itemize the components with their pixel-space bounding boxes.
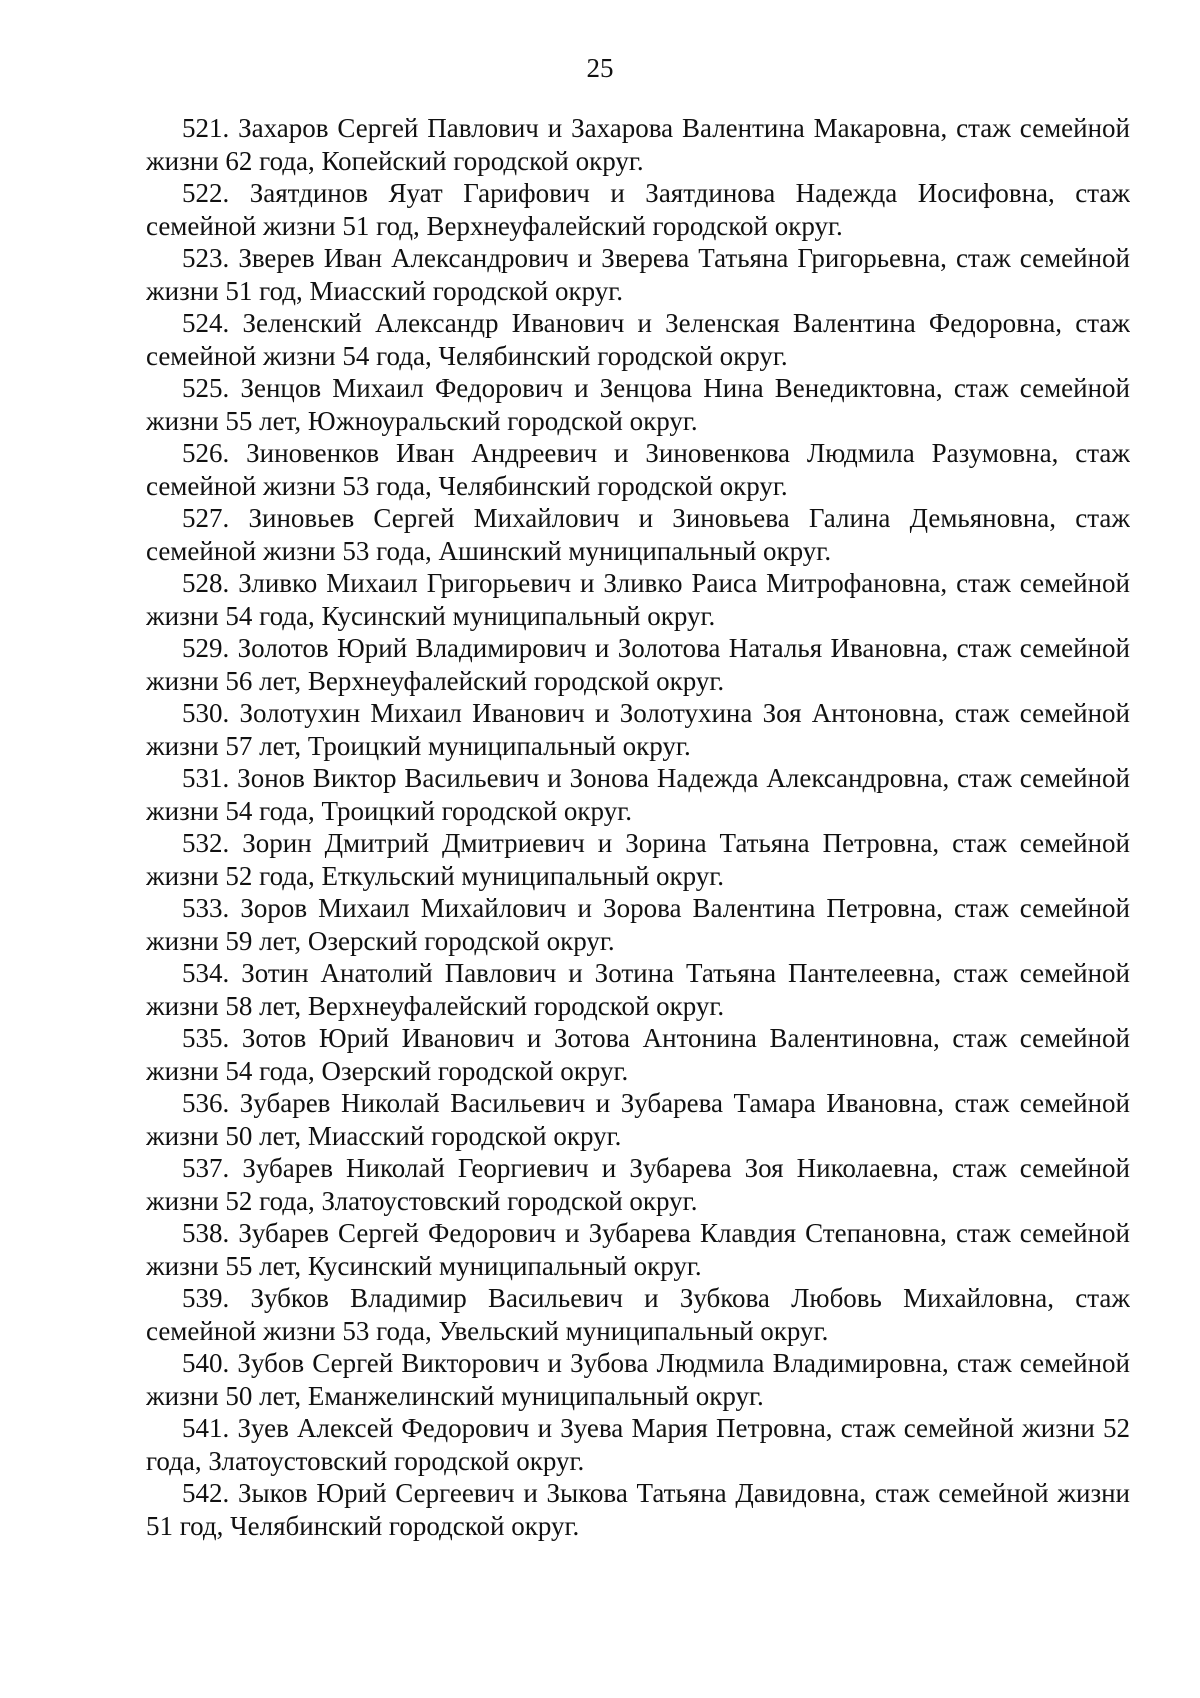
entry-number: 528. bbox=[182, 568, 230, 598]
entry-number: 524. bbox=[182, 308, 230, 338]
entry-text: Зверев Иван Александрович и Зверева Татьяна Григорьевна, стаж семейной жизни 51 год, Миасский городской округ. bbox=[146, 243, 1130, 306]
list-item bbox=[146, 177, 1130, 242]
entry-number: 525. bbox=[182, 373, 230, 403]
entry-number: 536. bbox=[182, 1088, 230, 1118]
entry-number: 542. bbox=[182, 1478, 230, 1508]
list-item bbox=[146, 1477, 1130, 1542]
entry-text: Золотухин Михаил Иванович и Золотухина Зоя Антоновна, стаж семейной жизни 57 лет, Троицкий муниципальный округ. bbox=[146, 698, 1130, 761]
entry-text: Зотов Юрий Иванович и Зотова Антонина Валентиновна, стаж семейной жизни 54 года, Озерский городской округ. bbox=[146, 1023, 1130, 1086]
entry-text: Захаров Сергей Павлович и Захарова Валентина Макаровна, стаж семейной жизни 62 года, Копейский городской округ. bbox=[146, 113, 1130, 176]
list-item bbox=[146, 697, 1130, 762]
page-number: 25 bbox=[586, 53, 614, 83]
entry-list bbox=[146, 112, 1130, 1542]
entry-number: 541. bbox=[182, 1413, 230, 1443]
entry-number: 527. bbox=[182, 503, 230, 533]
entry-number: 538. bbox=[182, 1218, 230, 1248]
list-item bbox=[146, 1087, 1130, 1152]
entry-text: Зонов Виктор Васильевич и Зонова Надежда Александровна, стаж семейной жизни 54 года, Троицкий городской округ. bbox=[146, 763, 1130, 826]
entry-number: 534. bbox=[182, 958, 230, 988]
entry-number: 530. bbox=[182, 698, 230, 728]
entry-text: Зубарев Николай Васильевич и Зубарева Тамара Ивановна, стаж семейной жизни 50 лет, Миасский городской округ. bbox=[146, 1088, 1130, 1151]
entry-number: 523. bbox=[182, 243, 230, 273]
entry-text: Зиновьев Сергей Михайлович и Зиновьева Галина Демьяновна, стаж семейной жизни 53 года, Ашинский муниципальный округ. bbox=[146, 503, 1130, 566]
entry-text: Зеленский Александр Иванович и Зеленская Валентина Федоровна, стаж семейной жизни 54 года, Челябинский городской округ. bbox=[146, 308, 1130, 371]
list-item bbox=[146, 957, 1130, 1022]
list-item bbox=[146, 892, 1130, 957]
entry-text: Зенцов Михаил Федорович и Зенцова Нина Венедиктовна, стаж семейной жизни 55 лет, Южноуральский городской округ. bbox=[146, 373, 1130, 436]
list-item bbox=[146, 762, 1130, 827]
list-item bbox=[146, 827, 1130, 892]
list-item bbox=[146, 1152, 1130, 1217]
entry-text: Зорин Дмитрий Дмитриевич и Зорина Татьяна Петровна, стаж семейной жизни 52 года, Еткульский муниципальный округ. bbox=[146, 828, 1130, 891]
entry-text: Зубков Владимир Васильевич и Зубкова Любовь Михайловна, стаж семейной жизни 53 года, Увельский муниципальный округ. bbox=[146, 1283, 1130, 1346]
entry-number: 540. bbox=[182, 1348, 230, 1378]
entry-number: 522. bbox=[182, 178, 230, 208]
list-item bbox=[146, 242, 1130, 307]
list-item bbox=[146, 632, 1130, 697]
entry-text: Зотин Анатолий Павлович и Зотина Татьяна Пантелеевна, стаж семейной жизни 58 лет, Верхнеуфалейский городской округ. bbox=[146, 958, 1130, 1021]
entry-number: 526. bbox=[182, 438, 230, 468]
entry-text: Зубарев Николай Георгиевич и Зубарева Зоя Николаевна, стаж семейной жизни 52 года, Златоустовский городской округ. bbox=[146, 1153, 1130, 1216]
entry-text: Заятдинов Яуат Гарифович и Заятдинова Надежда Иосифовна, стаж семейной жизни 51 год, Верхнеуфалейский городской округ. bbox=[146, 178, 1130, 241]
entry-number: 533. bbox=[182, 893, 230, 923]
entry-text: Зубов Сергей Викторович и Зубова Людмила Владимировна, стаж семейной жизни 50 лет, Еманжелинский муниципальный округ. bbox=[146, 1348, 1130, 1411]
entry-number: 532. bbox=[182, 828, 230, 858]
list-item bbox=[146, 307, 1130, 372]
list-item bbox=[146, 1217, 1130, 1282]
list-item bbox=[146, 502, 1130, 567]
list-item bbox=[146, 372, 1130, 437]
entry-text: Зыков Юрий Сергеевич и Зыкова Татьяна Давидовна, стаж семейной жизни 51 год, Челябинский городской округ. bbox=[146, 1478, 1130, 1541]
entry-text: Зиновенков Иван Андреевич и Зиновенкова Людмила Разумовна, стаж семейной жизни 53 года, Челябинский городской округ. bbox=[146, 438, 1130, 501]
entry-text: Зливко Михаил Григорьевич и Зливко Раиса Митрофановна, стаж семейной жизни 54 года, Кусинский муниципальный округ. bbox=[146, 568, 1130, 631]
entry-text: Золотов Юрий Владимирович и Золотова Наталья Ивановна, стаж семейной жизни 56 лет, Верхнеуфалейский городской округ. bbox=[146, 633, 1130, 696]
list-item bbox=[146, 1022, 1130, 1087]
list-item bbox=[146, 112, 1130, 177]
list-item bbox=[146, 1412, 1130, 1477]
list-item bbox=[146, 567, 1130, 632]
entry-number: 535. bbox=[182, 1023, 230, 1053]
entry-number: 521. bbox=[182, 113, 230, 143]
entry-number: 537. bbox=[182, 1153, 230, 1183]
entry-number: 539. bbox=[182, 1283, 230, 1313]
entry-text: Зоров Михаил Михайлович и Зорова Валентина Петровна, стаж семейной жизни 59 лет, Озерский городской округ. bbox=[146, 893, 1130, 956]
entry-text: Зуев Алексей Федорович и Зуева Мария Петровна, стаж семейной жизни 52 года, Златоустовский городской округ. bbox=[146, 1413, 1130, 1476]
entry-number: 529. bbox=[182, 633, 230, 663]
entry-text: Зубарев Сергей Федорович и Зубарева Клавдия Степановна, стаж семейной жизни 55 лет, Кусинский муниципальный округ. bbox=[146, 1218, 1130, 1281]
list-item bbox=[146, 1282, 1130, 1347]
list-item bbox=[146, 437, 1130, 502]
entry-number: 531. bbox=[182, 763, 230, 793]
list-item bbox=[146, 1347, 1130, 1412]
